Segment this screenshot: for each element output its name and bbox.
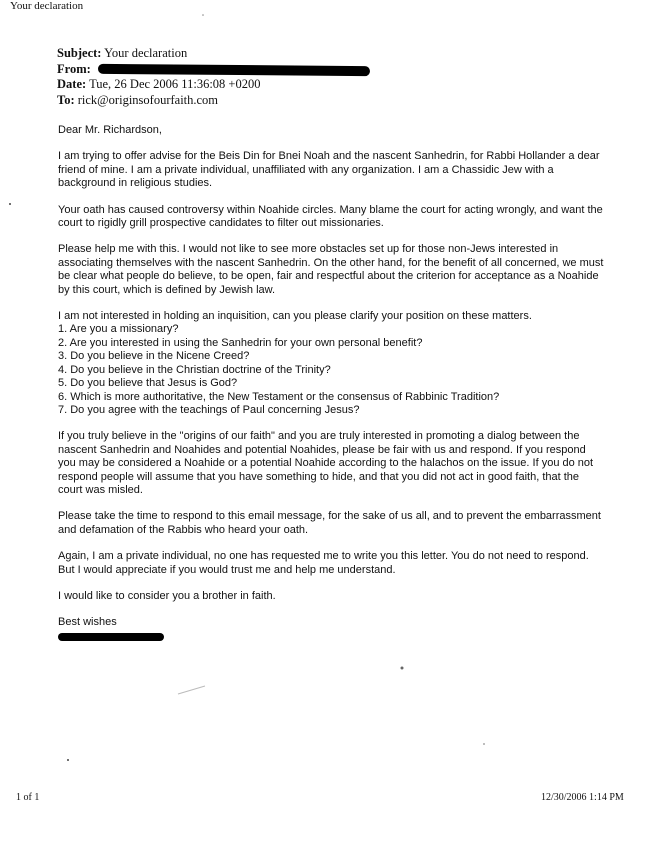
paragraph-respond: Please take the time to respond to this email message, for the sake of us all, and to prevent the embarrassment and defamation of the Rabbis who heard your oath.: [58, 510, 601, 536]
greeting: Dear Mr. Richardson,: [58, 124, 162, 136]
question-item: 3. Do you believe in the Nicene Creed?: [58, 350, 250, 363]
paragraph-brother: I would like to consider you a brother in faith.: [58, 589, 276, 602]
from-label: From:: [57, 61, 91, 76]
to-label: To:: [57, 92, 75, 107]
question-item: 1. Are you a missionary?: [58, 323, 179, 336]
page-header: Your declaration: [10, 0, 84, 12]
question-item: 6. Which is more authoritative, the New Testament or the consensus of Rabbinic Tradition?: [58, 390, 500, 403]
print-timestamp: 12/30/2006 1:14 PM: [541, 792, 624, 803]
email-headers: [57, 46, 370, 108]
date-value: Tue, 26 Dec 2006 11:36:08 +0200: [89, 77, 261, 91]
closing: Best wishes: [58, 616, 117, 629]
question-item: 2. Are you interested in using the Sanhedrin for your own personal benefit?: [58, 336, 423, 349]
paragraph-private: Again, I am a private individual, no one has requested me to write you this letter. You do not need to respond. But I would appreciate if you would trust me and help me understand.: [58, 550, 589, 576]
to-value: rick@originsofourfaith.com: [77, 92, 219, 107]
subject-row: [57, 46, 370, 62]
question-item: 4. Do you believe in the Christian doctrine of the Trinity?: [58, 363, 331, 376]
question-item: 5. Do you believe that Jesus is God?: [58, 377, 238, 390]
to-row: [57, 93, 370, 109]
paragraph-dialog: If you truly believe in the "origins of our faith" and you are truly interested in promoting a dialog between the nascent Sanhedrin and Noahides and potential Noahides, please be fair with us and respond. If you respond you may be considered a Noahide or a potential Noahide according to the halachos on the issue. If you do not respond people will assume that you have something to hide, and that you did not act in good faith, that the court was misled.: [58, 430, 594, 496]
from-row: [57, 62, 370, 78]
paragraph-request: Please help me with this. I would not like to see more obstacles set up for those non-Jews interested in associating themselves with the nascent Sanhedrin. On the other hand, for the benefit of all concerned, we must be clear what people do believe, to be open, fair and respectful about the criterion for acceptance as a Noahide by this court, which is defined by Jewish law.: [58, 243, 604, 296]
email-body: [58, 124, 606, 641]
paragraph-intro: I am trying to offer advise for the Beis Din for Bnei Noah and the nascent Sanhedrin, for Rabbi Hollander a dear friend of mine. I am a private individual, unaffiliated with any organization. I am a Chassidic Jew with a background in religious studies.: [58, 150, 600, 190]
paragraph-questions-intro: I am not interested in holding an inquisition, can you please clarify your position on these matters.: [58, 310, 532, 323]
paragraph-controversy: Your oath has caused controversy within Noahide circles. Many blame the court for acting wrongly, and want the court to rigidly grill prospective candidates to filter out missionaries.: [58, 203, 603, 230]
redacted-signature: [58, 633, 164, 641]
question-list: [58, 323, 606, 417]
question-item: 7. Do you agree with the teachings of Paul concerning Jesus?: [58, 403, 360, 416]
date-label: Date:: [57, 77, 87, 91]
subject-label: Subject:: [57, 46, 102, 60]
subject-value: Your declaration: [104, 46, 188, 60]
redacted-sender: [98, 63, 370, 75]
date-row: [57, 77, 370, 93]
page-count: 1 of 1: [16, 792, 40, 803]
